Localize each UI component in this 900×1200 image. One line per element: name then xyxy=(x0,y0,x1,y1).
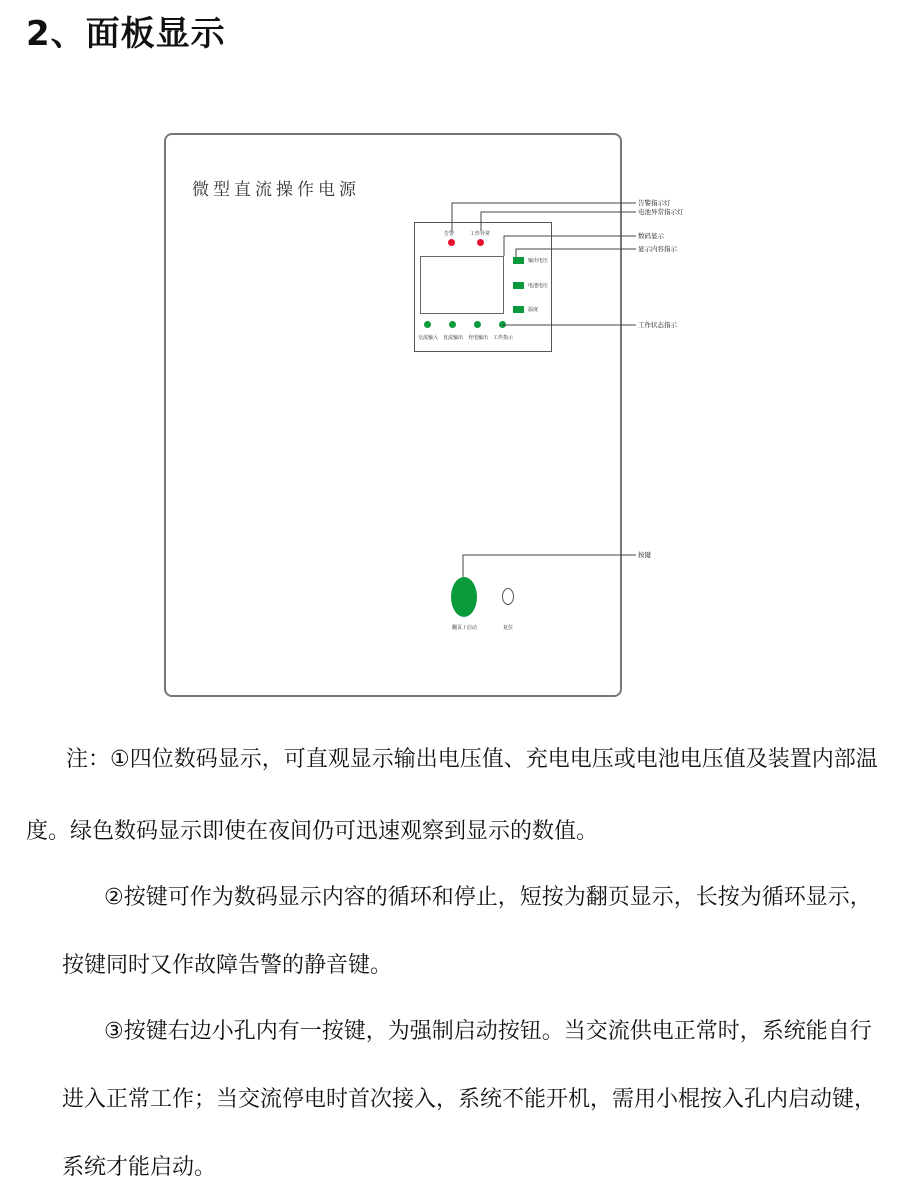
page-start-button-label: 翻页 / 启动 xyxy=(452,625,477,631)
leader-display xyxy=(504,236,636,256)
status-led-ac-input-label: 交流输入 xyxy=(418,335,439,341)
leader-key xyxy=(463,555,636,577)
callout-digital-display: 数码显示 xyxy=(638,232,664,240)
note-3-line-3: 系统才能启动。 xyxy=(62,1155,217,1180)
note-3-line-2: 进入正常工作；当交流停电时首次接入，系统不能开机，需用小棍按入孔内启动键， xyxy=(62,1087,877,1112)
callout-alarm-led: 告警指示灯 xyxy=(638,199,671,207)
indicator-temperature-label: 温度 xyxy=(528,307,539,313)
note-1-line-1: 注：①四位数码显示，可直观显示输出电压值、充电电压或电池电压值及装置内部温 xyxy=(66,747,878,772)
fault-led-label: 工作异常 xyxy=(470,231,491,237)
note-2-line-1: ②按键可作为数码显示内容的循环和停止，短按为翻页显示，长按为循环显示， xyxy=(104,885,872,910)
note-3-line-1: ③按键右边小孔内有一按键，为强制启动按钮。当交流供电正常时，系统能自行 xyxy=(104,1019,872,1044)
callout-key: 按键 xyxy=(638,551,651,559)
note-1-line-2: 度。绿色数码显示即使在夜间仍可迅速观察到显示的数值。 xyxy=(26,819,599,844)
note-2-line-2: 按键同时又作故障告警的静音键。 xyxy=(62,953,393,978)
callout-battery-fault-led: 电池异常指示灯 xyxy=(638,208,684,216)
callout-display-content: 显示内容指示 xyxy=(638,245,677,253)
indicator-battery-voltage-label: 电池电压 xyxy=(528,283,549,289)
reset-hole-label: 复位 xyxy=(503,625,514,631)
leader-fault xyxy=(481,212,636,231)
leader-display-content xyxy=(516,249,636,257)
indicator-output-voltage-label: 输出电压 xyxy=(528,258,549,264)
callout-status-indicator: 工作状态指示 xyxy=(638,321,677,329)
status-led-dc-output-label: 直流输出 xyxy=(443,335,464,341)
device-title: 微型直流操作电源 xyxy=(192,180,360,200)
leader-alarm xyxy=(452,203,636,231)
section-heading: 2、面板显示 xyxy=(26,14,226,54)
status-led-charge-output-label: 充电输出 xyxy=(468,335,489,341)
alarm-led-label: 告警 xyxy=(444,231,455,237)
status-led-working-label: 工作指示 xyxy=(493,335,514,341)
